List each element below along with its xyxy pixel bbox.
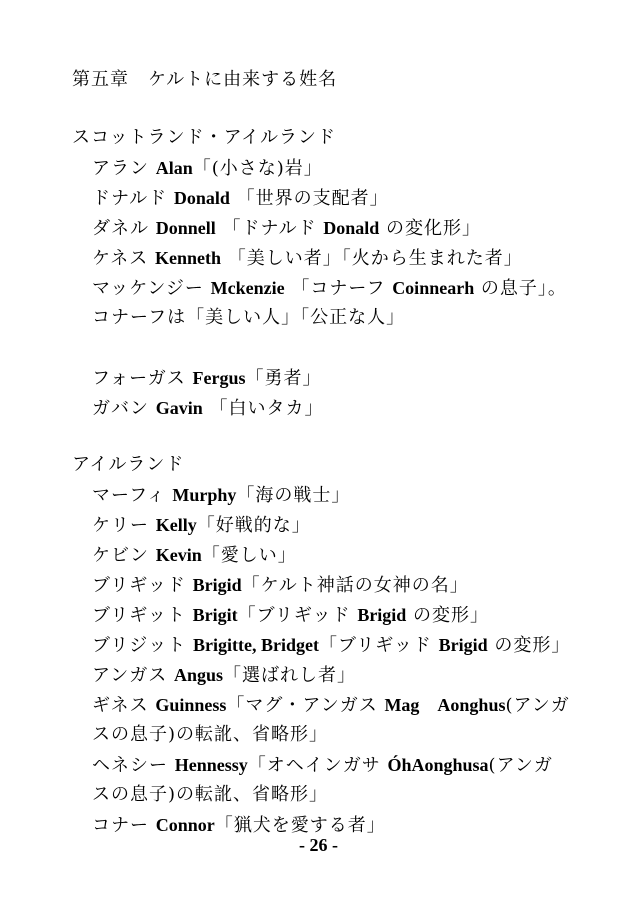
- name-entry: コナー Connor「猟犬を愛する者」: [92, 815, 386, 836]
- name-entry: ヘネシー Hennessy「オヘインガサ ÓhAonghusa(アンガ: [92, 755, 553, 776]
- name-entry: マーフィ Murphy「海の戦士」: [92, 485, 351, 506]
- name-entry-continuation: スの息子)の転訛、省略形」: [92, 724, 329, 745]
- section-heading-ireland: アイルランド: [72, 454, 185, 475]
- name-entry: ブリジット Brigitte, Bridget「ブリギッド Brigid の変形」: [92, 635, 571, 656]
- name-entry: アンガス Angus「選ばれし者」: [92, 665, 357, 686]
- note-line: コナーフは「美しい人」「公正な人」: [92, 307, 406, 328]
- name-entry: ケビン Kevin「愛しい」: [92, 545, 297, 566]
- name-entry: マッケンジー Mckenzie 「コナーフ Coinnearh の息子」。: [92, 278, 567, 299]
- name-entry: ギネス Guinness「マグ・アンガス Mag Aonghus(アンガ: [92, 695, 570, 716]
- section-heading-scotland-ireland: スコットランド・アイルランド: [72, 127, 337, 148]
- name-entry-continuation: スの息子)の転訛、省略形」: [92, 784, 329, 805]
- name-entry: ダネル Donnell 「ドナルド Donald の変化形」: [92, 218, 482, 239]
- page-number: - 26 -: [299, 835, 338, 855]
- name-entry: ブリギット Brigit「ブリギッド Brigid の変形」: [92, 605, 490, 626]
- name-entry: ブリギッド Brigid「ケルト神話の女神の名」: [92, 575, 469, 596]
- name-entry: ケリー Kelly「好戦的な」: [92, 515, 311, 536]
- name-entry: ガバン Gavin 「白いタカ」: [92, 398, 324, 419]
- name-entry: ケネス Kenneth 「美しい者」「火から生まれた者」: [92, 248, 523, 269]
- chapter-title: 第五章 ケルトに由来する姓名: [72, 69, 338, 90]
- name-entry: アラン Alan「(小さな)岩」: [92, 158, 323, 179]
- name-entry: フォーガス Fergus「勇者」: [92, 368, 322, 389]
- name-entry: ドナルド Donald 「世界の支配者」: [92, 188, 389, 209]
